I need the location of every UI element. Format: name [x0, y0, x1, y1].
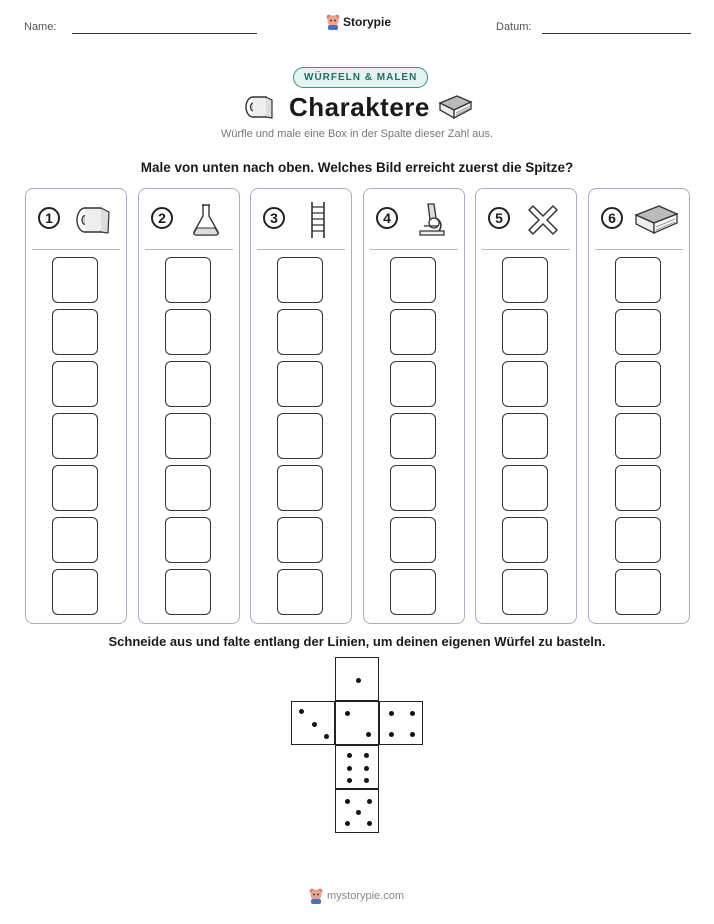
color-box[interactable]: [615, 517, 661, 563]
bear-logo-icon: [326, 14, 340, 30]
column-number: 1: [38, 207, 60, 229]
color-box[interactable]: [615, 413, 661, 459]
color-box[interactable]: [390, 309, 436, 355]
color-box[interactable]: [390, 465, 436, 511]
color-box[interactable]: [277, 309, 323, 355]
die-pip: [347, 778, 352, 783]
die-pip: [356, 810, 361, 815]
die-pip: [367, 821, 372, 826]
toilet-paper-icon: [70, 201, 116, 239]
name-line[interactable]: [72, 33, 257, 34]
color-box[interactable]: [390, 517, 436, 563]
die-pip: [347, 753, 352, 758]
die-pip: [364, 766, 369, 771]
die-pip: [364, 778, 369, 783]
color-box[interactable]: [52, 413, 98, 459]
color-box[interactable]: [615, 309, 661, 355]
cut-instruction: Schneide aus und falte entlang der Linien, um deinen eigenen Würfel zu basteln.: [108, 634, 606, 649]
color-box[interactable]: [52, 569, 98, 615]
color-box[interactable]: [502, 309, 548, 355]
color-box[interactable]: [165, 517, 211, 563]
die-face-5: [335, 789, 379, 833]
die-pip: [324, 734, 329, 739]
date-line[interactable]: [542, 33, 691, 34]
die-pip: [356, 678, 361, 683]
die-face-2: [335, 701, 379, 745]
column-divider: [370, 249, 458, 250]
color-box[interactable]: [390, 569, 436, 615]
color-box[interactable]: [615, 257, 661, 303]
die-pip: [389, 732, 394, 737]
column-number: 4: [376, 207, 398, 229]
color-box[interactable]: [502, 361, 548, 407]
die-pip: [367, 799, 372, 804]
column-divider: [32, 249, 120, 250]
die-face-3: [291, 701, 335, 745]
color-box[interactable]: [390, 361, 436, 407]
color-box[interactable]: [615, 465, 661, 511]
color-box[interactable]: [52, 361, 98, 407]
column-number: 5: [488, 207, 510, 229]
column-number: 2: [151, 207, 173, 229]
color-box[interactable]: [52, 309, 98, 355]
subtitle: Würfle und male eine Box in der Spalte dieser Zahl aus.: [220, 128, 494, 140]
die-pip: [345, 711, 350, 716]
color-box[interactable]: [277, 465, 323, 511]
color-box[interactable]: [277, 569, 323, 615]
column-divider: [595, 249, 683, 250]
dice-column-5: [475, 188, 577, 624]
color-box[interactable]: [502, 413, 548, 459]
x-mark-icon: [520, 201, 566, 239]
dice-column-6: [588, 188, 690, 624]
die-face-1: [335, 657, 379, 701]
flask-icon: [183, 201, 229, 239]
color-box[interactable]: [277, 361, 323, 407]
die-pip: [410, 711, 415, 716]
category-badge: WÜRFELN & MALEN: [293, 67, 428, 88]
column-number: 6: [601, 207, 623, 229]
die-pip: [345, 799, 350, 804]
color-box[interactable]: [502, 517, 548, 563]
die-pip: [347, 766, 352, 771]
color-box[interactable]: [165, 257, 211, 303]
color-box[interactable]: [52, 465, 98, 511]
die-pip: [410, 732, 415, 737]
column-divider: [482, 249, 570, 250]
book-icon: [437, 93, 473, 121]
toilet-paper-icon: [244, 94, 274, 120]
color-box[interactable]: [165, 361, 211, 407]
brand-name: Storypie: [343, 15, 392, 29]
column-divider: [257, 249, 345, 250]
die-pip: [389, 711, 394, 716]
color-box[interactable]: [390, 413, 436, 459]
column-number: 3: [263, 207, 285, 229]
dice-column-4: [363, 188, 465, 624]
date-label: Datum:: [496, 21, 532, 33]
color-box[interactable]: [615, 569, 661, 615]
dice-column-3: [250, 188, 352, 624]
ladder-icon: [295, 201, 341, 239]
footer-url: mystorypie.com: [327, 890, 405, 902]
color-box[interactable]: [165, 309, 211, 355]
color-box[interactable]: [277, 413, 323, 459]
color-box[interactable]: [390, 257, 436, 303]
color-box[interactable]: [165, 465, 211, 511]
dice-column-1: [25, 188, 127, 624]
die-face-4: [379, 701, 423, 745]
color-box[interactable]: [502, 569, 548, 615]
book-icon: [633, 201, 679, 239]
color-box[interactable]: [502, 465, 548, 511]
name-label: Name:: [24, 21, 57, 33]
color-box[interactable]: [502, 257, 548, 303]
color-box[interactable]: [277, 257, 323, 303]
color-box[interactable]: [277, 517, 323, 563]
color-box[interactable]: [165, 569, 211, 615]
color-box[interactable]: [165, 413, 211, 459]
die-pip: [312, 722, 317, 727]
die-pip: [364, 753, 369, 758]
page-title: Charaktere: [289, 92, 430, 122]
color-box[interactable]: [52, 517, 98, 563]
microscope-icon: [408, 201, 454, 239]
brand-logo: [326, 14, 391, 30]
instruction-text: Male von unten nach oben. Welches Bild erreicht zuerst die Spitze?: [140, 160, 574, 175]
footer: [309, 888, 404, 904]
die-face-6: [335, 745, 379, 789]
bear-logo-icon: [309, 888, 323, 904]
die-pip: [345, 821, 350, 826]
color-box[interactable]: [52, 257, 98, 303]
die-pip: [299, 709, 304, 714]
column-divider: [145, 249, 233, 250]
dice-column-2: [138, 188, 240, 624]
die-pip: [366, 732, 371, 737]
color-box[interactable]: [615, 361, 661, 407]
